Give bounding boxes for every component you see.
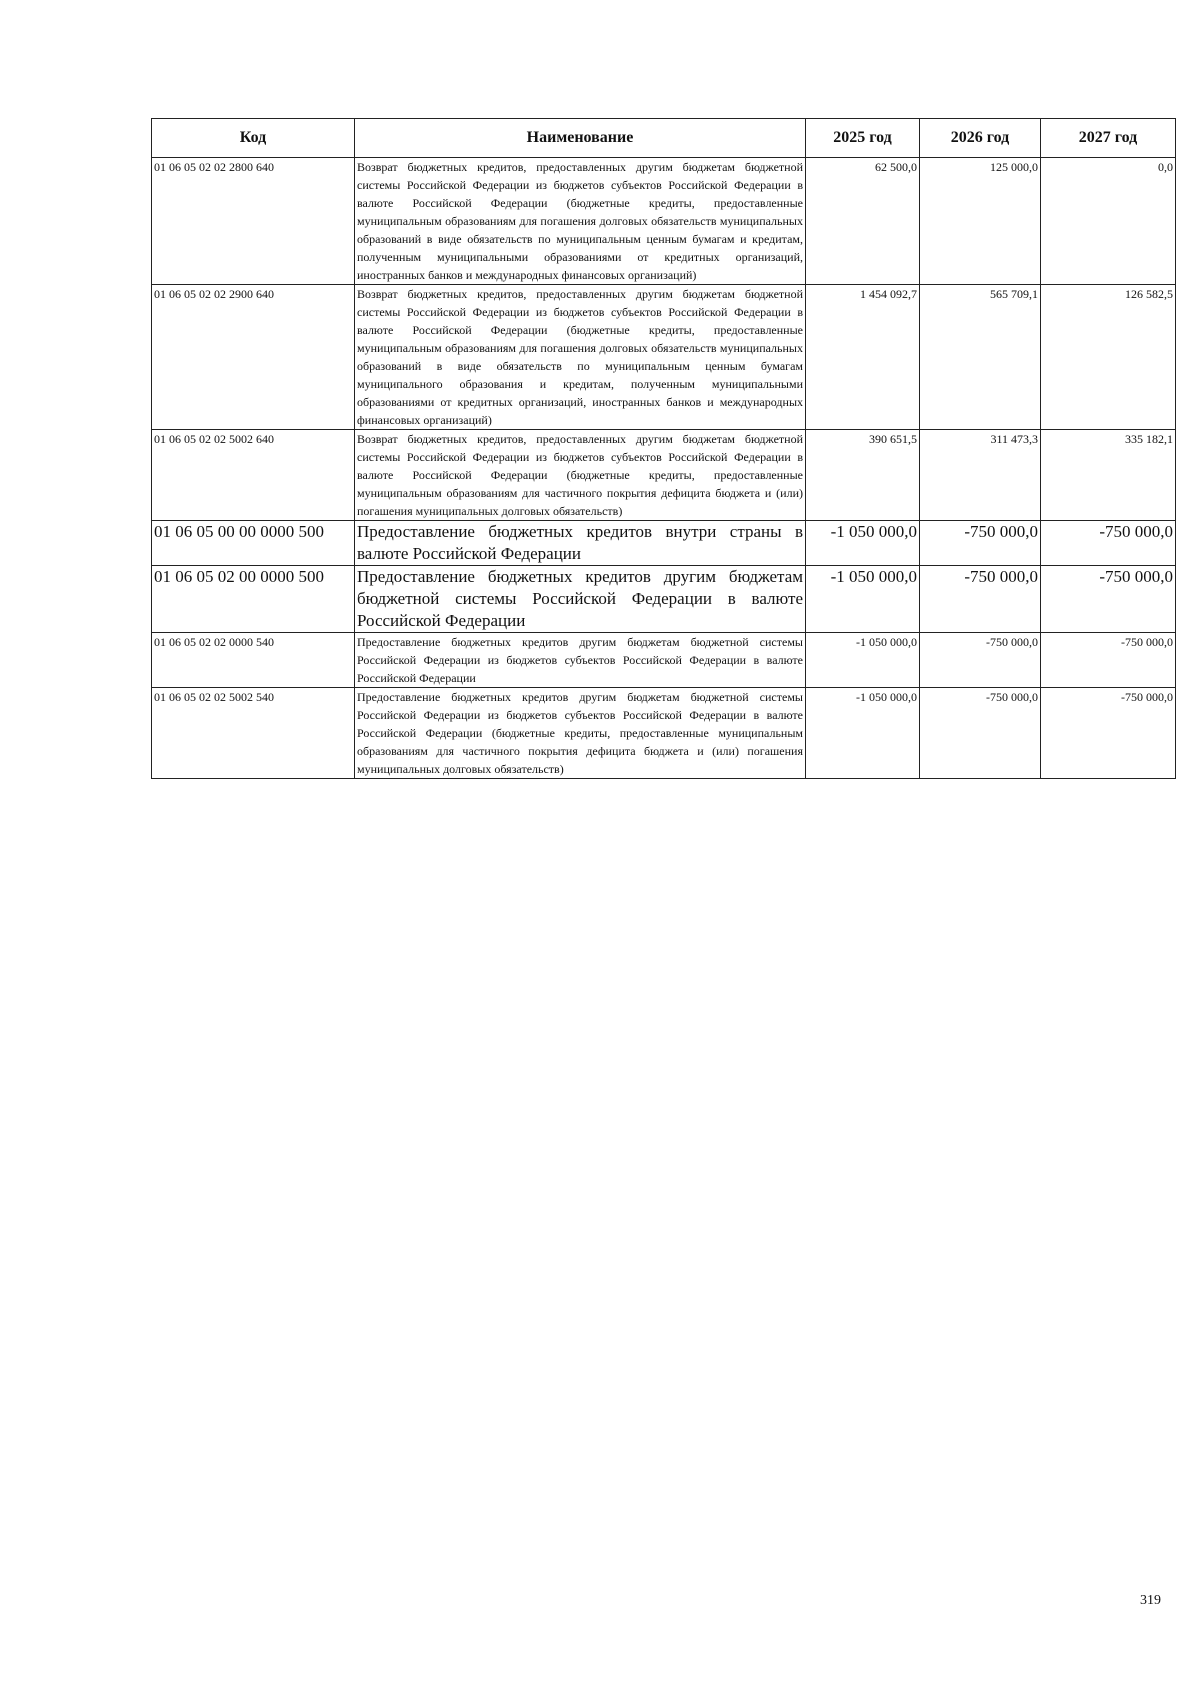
row-value-2027: 335 182,1 bbox=[1041, 430, 1176, 521]
row-value-2026: -750 000,0 bbox=[920, 688, 1041, 779]
row-value-2025: -1 050 000,0 bbox=[806, 633, 920, 688]
row-value-2025: 1 454 092,7 bbox=[806, 285, 920, 430]
header-2026: 2026 год bbox=[920, 119, 1041, 158]
header-name: Наименование bbox=[355, 119, 806, 158]
table-header-row bbox=[152, 119, 1176, 158]
row-value-2026: 125 000,0 bbox=[920, 158, 1041, 285]
row-value-2026: 565 709,1 bbox=[920, 285, 1041, 430]
row-code: 01 06 05 02 00 0000 500 bbox=[152, 566, 355, 633]
page-number: 319 bbox=[1140, 1593, 1161, 1608]
row-name: Возврат бюджетных кредитов, предоставленных другим бюджетам бюджетной системы Российской Федерации из бюджетов субъектов Российской Федерации в валюте Российской Федерации (бюджетные кредиты, предоставленные муниципальным образованиям для погашения долговых обязательств муниципальных образований в виде обязательств по муниципальным ценным бумагам муниципального образования и кредитам, полученным муниципальными образованиями от кредитных организаций, иностранных банков и международных финансовых организаций) bbox=[355, 285, 806, 430]
row-value-2027: -750 000,0 bbox=[1041, 521, 1176, 566]
row-name: Предоставление бюджетных кредитов другим бюджетам бюджетной системы Российской Федерации в валюте Российской Федерации bbox=[355, 566, 806, 633]
row-value-2027: -750 000,0 bbox=[1041, 566, 1176, 633]
row-value-2025: 390 651,5 bbox=[806, 430, 920, 521]
table-row bbox=[152, 566, 1176, 633]
row-name: Предоставление бюджетных кредитов другим бюджетам бюджетной системы Российской Федерации из бюджетов субъектов Российской Федерации в валюте Российской Федерации (бюджетные кредиты, предоставленные муниципальным образованиям для частичного покрытия дефицита бюджета и (или) погашения муниципальных долговых обязательств) bbox=[355, 688, 806, 779]
row-value-2025: -1 050 000,0 bbox=[806, 688, 920, 779]
row-value-2027: -750 000,0 bbox=[1041, 633, 1176, 688]
row-code: 01 06 05 02 02 2800 640 bbox=[152, 158, 355, 285]
table-row bbox=[152, 285, 1176, 430]
row-name: Возврат бюджетных кредитов, предоставленных другим бюджетам бюджетной системы Российской Федерации из бюджетов субъектов Российской Федерации в валюте Российской Федерации (бюджетные кредиты, предоставленные муниципальным образованиям для погашения долговых обязательств муниципальных образований в виде обязательств по муниципальным ценным бумагам и кредитам, полученным муниципальными образованиями от кредитных организаций, иностранных банков и международных финансовых организаций) bbox=[355, 158, 806, 285]
header-code: Код bbox=[152, 119, 355, 158]
row-value-2026: -750 000,0 bbox=[920, 566, 1041, 633]
row-value-2025: 62 500,0 bbox=[806, 158, 920, 285]
row-name: Возврат бюджетных кредитов, предоставленных другим бюджетам бюджетной системы Российской Федерации из бюджетов субъектов Российской Федерации в валюте Российской Федерации (бюджетные кредиты, предоставленные муниципальным образованиям для частичного покрытия дефицита бюджета и (или) погашения муниципальных долговых обязательств) bbox=[355, 430, 806, 521]
row-value-2026: 311 473,3 bbox=[920, 430, 1041, 521]
row-code: 01 06 05 02 02 5002 640 bbox=[152, 430, 355, 521]
row-value-2027: 126 582,5 bbox=[1041, 285, 1176, 430]
row-value-2026: -750 000,0 bbox=[920, 633, 1041, 688]
row-value-2027: 0,0 bbox=[1041, 158, 1176, 285]
table-row bbox=[152, 633, 1176, 688]
row-value-2026: -750 000,0 bbox=[920, 521, 1041, 566]
row-code: 01 06 05 02 02 2900 640 bbox=[152, 285, 355, 430]
table-row bbox=[152, 521, 1176, 566]
table-row bbox=[152, 430, 1176, 521]
row-code: 01 06 05 00 00 0000 500 bbox=[152, 521, 355, 566]
budget-sources-table bbox=[151, 118, 1176, 779]
table-row bbox=[152, 688, 1176, 779]
row-code: 01 06 05 02 02 5002 540 bbox=[152, 688, 355, 779]
row-value-2027: -750 000,0 bbox=[1041, 688, 1176, 779]
row-code: 01 06 05 02 02 0000 540 bbox=[152, 633, 355, 688]
row-value-2025: -1 050 000,0 bbox=[806, 566, 920, 633]
table-row bbox=[152, 158, 1176, 285]
row-name: Предоставление бюджетных кредитов внутри страны в валюте Российской Федерации bbox=[355, 521, 806, 566]
row-value-2025: -1 050 000,0 bbox=[806, 521, 920, 566]
row-name: Предоставление бюджетных кредитов другим бюджетам бюджетной системы Российской Федерации из бюджетов субъектов Российской Федерации в валюте Российской Федерации bbox=[355, 633, 806, 688]
header-2025: 2025 год bbox=[806, 119, 920, 158]
header-2027: 2027 год bbox=[1041, 119, 1176, 158]
